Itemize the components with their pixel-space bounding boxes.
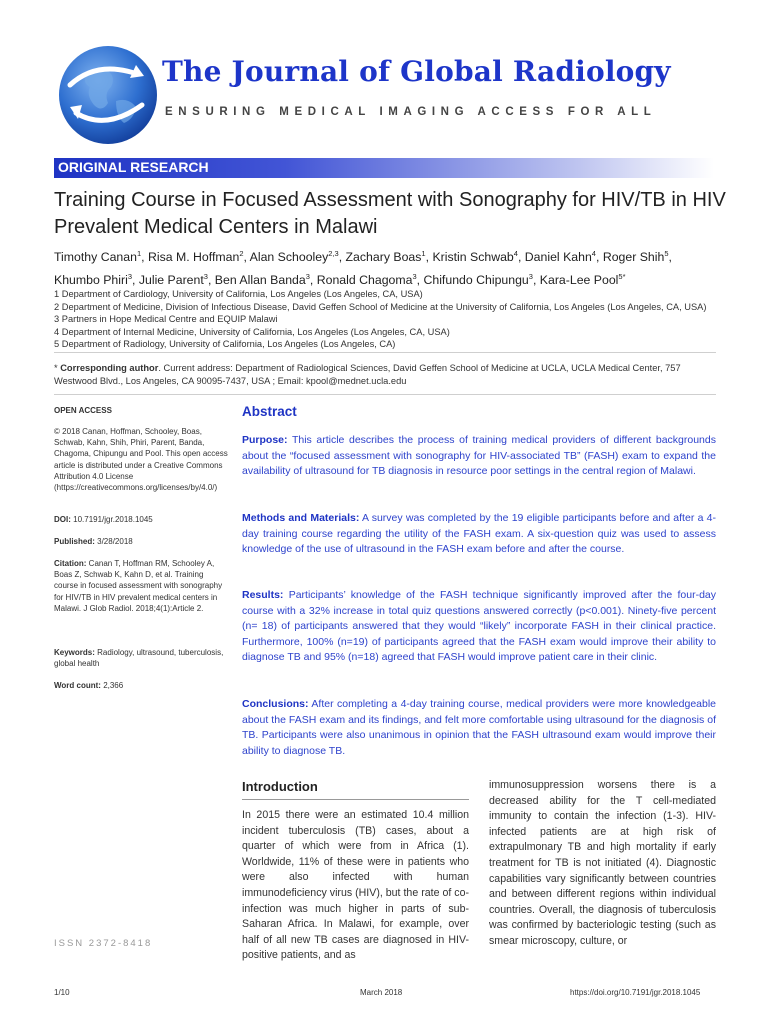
section-band	[54, 158, 714, 178]
author-list	[54, 244, 734, 290]
divider	[54, 352, 716, 353]
word-count-value: 2,366	[103, 681, 124, 690]
corresponding-text: . Current address: Department of Radiological Sciences, David Geffen School of Medicine at UCLA, UCLA Medical Center, 757 Westwood Blvd., Los Angeles, CA 90095-7437, USA ; Email: kpool@mednet.ucla.edu	[54, 363, 681, 386]
author-name: Risa M. Hoffman	[147, 250, 240, 265]
methods-label: Methods and Materials:	[242, 512, 360, 524]
author-affiliation-mark: 2	[239, 249, 244, 258]
affiliations	[54, 288, 744, 351]
doi	[54, 514, 229, 525]
body-column-2: immunosuppression worsens there is a decreased ability for the T cell-mediated immunity to contain the infection (1-3). HIV-infected patients are at high risk of extrapulmonary TB and high mortality if early treatment for TB is not initiated (4). Diagnostic capabilities vary significantly between countries and between different regions within individual countries. Overall, the diagnosis of tuberculosis was confirmed by bacteriologic testing (such as smear microscopy, culture, or	[489, 779, 716, 947]
author-affiliation-mark: 3	[127, 272, 132, 282]
affiliation-3: 3 Partners in Hope Medical Centre and EQUIP Malawi	[54, 314, 278, 325]
author-affiliation-mark: 1	[421, 249, 426, 258]
affiliation-1: 1 Department of Cardiology, University of California, Los Angeles (Los Angeles, CA, USA)	[54, 289, 423, 299]
author-name: Julie Parent	[138, 273, 204, 288]
journal-title: The Journal of Global Radiology	[162, 55, 671, 88]
purpose-text: This article describes the process of training medical providers of different backgrounds about the “focused assessment with sonography for HIV-associated TB” (FASH) exam to expand the availability of ultrasound for TB diagnosis in resource poor settings in the central region of Malawi.	[242, 434, 716, 478]
abstract-purpose	[242, 433, 716, 480]
abstract-heading: Abstract	[242, 404, 297, 419]
doi-link[interactable]: 10.7191/jgr.2018.1045	[73, 515, 153, 524]
body-column-1: In 2015 there were an estimated 10.4 million incident tuberculosis (TB) cases, about a quarter of which were from in Africa (1). Worldwide, 11% of these were in patients who were also infected with human immunodeficiency virus (HIV), but the rate of co-infection was much higher in parts of sub-Saharan Africa. In Malawi, for example, over half of all new TB cases are diagnosed in HIV-positive patients, and as	[242, 809, 469, 962]
corresponding-label: Corresponding author	[60, 363, 159, 373]
affiliation-4: 4 Department of Internal Medicine, University of California, Los Angeles (Los Angeles, CA, USA)	[54, 326, 450, 337]
abstract-methods	[242, 511, 716, 558]
asterisk-mark: *	[54, 363, 58, 373]
keywords-value: Radiology, ultrasound, tuberculosis, global health	[54, 648, 224, 669]
author-affiliation-mark: 3	[305, 272, 310, 282]
article-title: Training Course in Focused Assessment with Sonography for HIV/TB in HIV Prevalent Medical Centers in Malawi	[54, 189, 726, 238]
author-name: Alan Schooley	[249, 250, 329, 265]
published-value: 3/28/2018	[97, 537, 133, 546]
author-line-2: Khumbo Phiri$^3$, Julie Parent$^3$, Ben Allan Banda$^3$, Ronald Chagoma$^3$, Chifundo Chipungu$^3$, Kara-Lee Pool$^{5*}$	[54, 272, 626, 288]
doi-label: DOI:	[54, 515, 71, 524]
author-name: Roger Shih	[602, 250, 665, 265]
author-name: Ronald Chagoma	[316, 273, 413, 288]
divider	[54, 394, 716, 395]
citation	[54, 558, 229, 614]
abstract-results	[242, 588, 716, 666]
author-affiliation-mark: 4	[513, 249, 518, 258]
open-access-label: OPEN ACCESS	[54, 406, 112, 415]
section-label: ORIGINAL RESEARCH	[58, 159, 209, 175]
author-affiliation-mark: 1	[136, 249, 142, 258]
author-affiliation-mark: 5*	[618, 272, 626, 282]
author-name: Timothy Canan	[54, 250, 137, 265]
published-date	[54, 536, 229, 547]
author-affiliation-mark: 5	[664, 249, 669, 258]
results-text: Participants’ knowledge of the FASH technique significantly improved after the four-day course with a 32% increase in total quiz questions answered correctly (p<0.001). Ninety-five percent (n= 18) of participants answered that they would “likely” incorporate FASH in their clinical practice. Furthermore, 100% (n=19) of participants agreed that the FASH exam would improve their ability to diagnose TB and 95% (n=18) agreed that FASH would improve patient care in their clinic.	[242, 589, 717, 664]
author-affiliation-mark: 3	[203, 272, 208, 282]
author-name: Zachary Boas	[345, 250, 422, 265]
page-number: 1/10	[54, 988, 70, 997]
results-label: Results:	[242, 589, 284, 601]
author-name: Khumbo Phiri	[54, 273, 128, 288]
journal-globe-logo	[56, 43, 160, 147]
corresponding-author	[54, 362, 714, 388]
keywords	[54, 647, 229, 669]
author-line-1: Timothy Canan$^1$, Risa M. Hoffman$^2$, Alan Schooley$^{2,3}$, Zachary Boas$^1$, Kristin Schwab$^4$, Daniel Kahn$^4$, Roger Shih$^5$,	[54, 249, 672, 265]
purpose-label: Purpose:	[242, 434, 288, 446]
author-affiliation-mark: 3	[412, 272, 417, 282]
introduction-heading: Introduction	[242, 779, 318, 794]
abstract	[242, 404, 717, 757]
keywords-label: Keywords:	[54, 648, 95, 657]
published-label: Published:	[54, 537, 95, 546]
heading-rule	[242, 799, 469, 800]
methods-text: A survey was completed by the 19 eligible participants before and after a 4-day training course regarding the utility of the FASH exam. A six-question quiz was used to assess knowledge of the use of ultrasound in the FASH exam before and after the course.	[242, 512, 716, 556]
doi-url[interactable]: https://doi.org/10.7191/jgr.2018.1045	[570, 988, 701, 997]
author-affiliation-mark: 3	[528, 272, 533, 282]
word-count	[54, 680, 229, 691]
affiliation-5: 5 Department of Radiology, University of California, Los Angeles (Los Angeles, CA)	[54, 339, 396, 350]
author-name: Ben Allan Banda	[214, 273, 306, 288]
citation-value: Canan T, Hoffman RM, Schooley A, Boas Z, Schwab K, Kahn D, et al. Training course in focused assessment with sonography for HIV/TB in HIV prevalent medical centers in Malawi. J Glob Radiol. 2018;4(1):Article 2.	[54, 559, 223, 613]
conclusions-label: Conclusions:	[242, 698, 309, 710]
word-count-label: Word count:	[54, 681, 101, 690]
citation-label: Citation:	[54, 559, 87, 568]
author-affiliation-mark: 2,3	[328, 249, 339, 258]
journal-tagline: ENSURING MEDICAL IMAGING ACCESS FOR ALL	[165, 106, 657, 118]
author-name: Chifundo Chipungu	[423, 273, 529, 288]
issue-date: March 2018	[360, 988, 403, 997]
abstract-conclusions	[242, 697, 716, 759]
author-affiliation-mark: 4	[591, 249, 596, 258]
conclusions-text: After completing a 4-day training course, medical providers were more knowledgeable about the FASH exam and its findings, and felt more comfortable using ultrasound for the diagnosis of TB. Participants were also unanimous in opinion that the FASH ultrasound exam would improve their ability to diagnose TB.	[242, 698, 717, 757]
copyright-notice: © 2018 Canan, Hoffman, Schooley, Boas, Schwab, Kahn, Shih, Phiri, Parent, Banda, Chagoma, Chipungu and Pool. This open access article is distributed under a Creative Commons Attribution 4.0 License (https://creativecommons.org/licenses/by/4.0/)	[54, 427, 228, 493]
author-name: Kristin Schwab	[432, 250, 514, 265]
author-name: Kara-Lee Pool	[539, 273, 619, 288]
affiliation-2: 2 Department of Medicine, Division of Infectious Disease, David Geffen School of Medicine at the University of California, Los Angeles (Los Angeles, CA, USA)	[54, 301, 707, 312]
author-name: Daniel Kahn	[524, 250, 592, 265]
issn: ISSN 2372-8418	[54, 938, 153, 949]
